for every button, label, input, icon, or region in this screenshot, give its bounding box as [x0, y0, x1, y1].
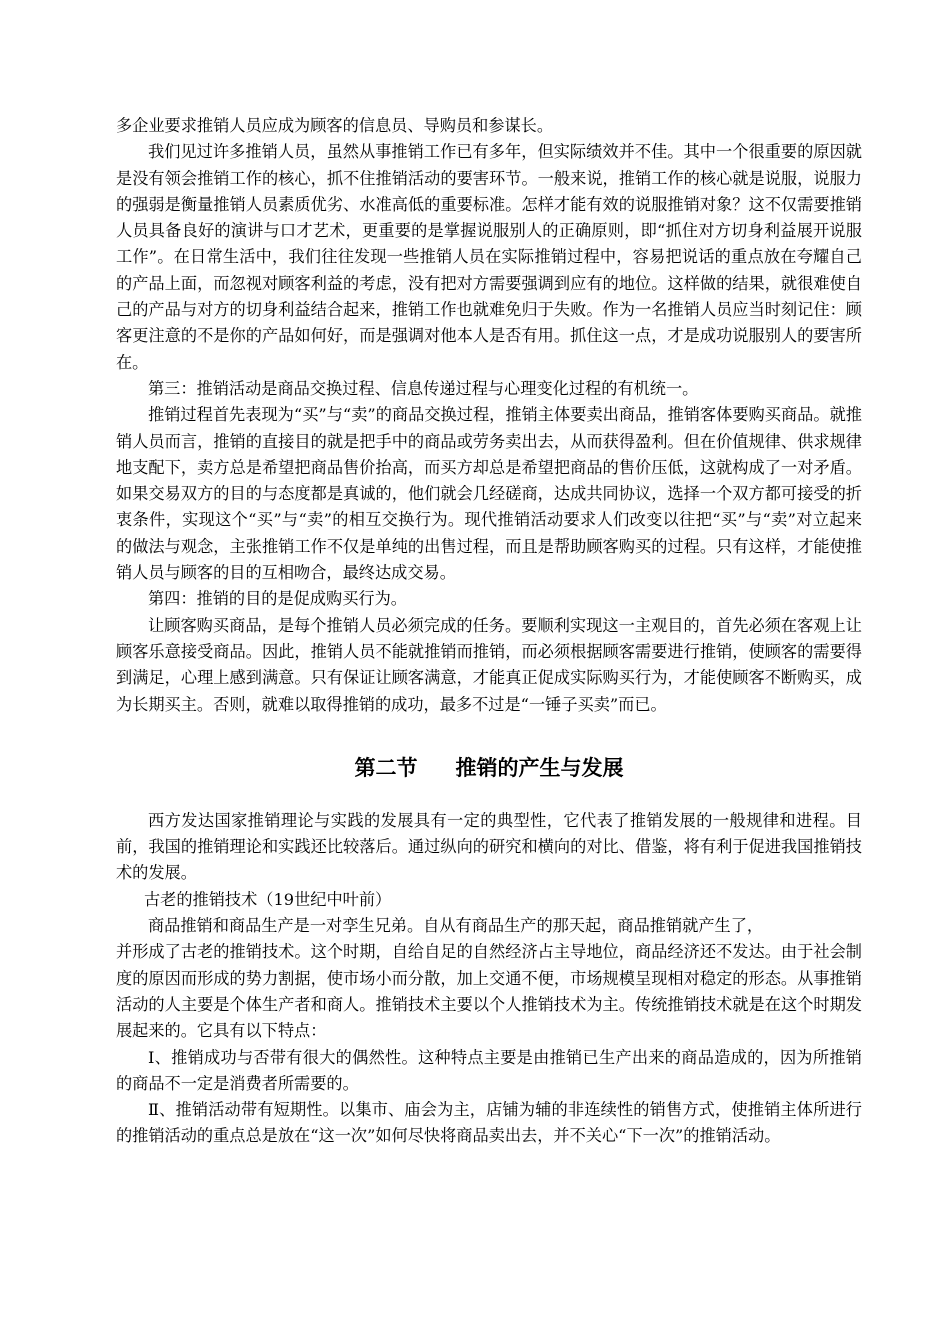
paragraph-exchange-process: 推销过程首先表现为“买”与“卖”的商品交换过程，推销主体要卖出商品，推销客体要购买商品。就推销人员而言，推销的直接目的就是把手中的商品或劳务卖出去，从而获得盈利。但在价值规律、供求规律地支配下，卖方总是希望把商品售价抬高，而买方却总是希望把商品的售价压低，这就构成了一对矛盾。如果交易双方的目的与态度都是真诚的，他们就会几经磋商，达成共同协议，选择一个双方都可接受的折衷条件，实现这个“买”与“卖”的相互交换行为。现代推销活动要求人们改变以往把“买”与“卖”对立起来的做法与观念，主张推销工作不仅是单纯的出售过程，而且是帮助顾客购买的过程。只有这样，才能使推销人员与顾客的目的互相吻合，最终达成交易。	[116, 405, 862, 583]
section-number: 第二节	[354, 755, 418, 780]
paragraph-intro: 西方发达国家推销理论与实践的发展具有一定的典型性，它代表了推销发展的一般规律和进程。目前，我国的推销理论和实践还比较落后。通过纵向的研究和横向的对比、借鉴，将有利于促进我国推销技术的发展。	[116, 810, 862, 883]
point-two: Ⅱ、推销活动带有短期性。以集市、庙会为主，店铺为辅的非连续性的销售方式，使推销主体所进行的推销活动的重点总是放在“这一次”如何尽快将商品卖出去，并不关心“下一次”的推销活动。	[116, 1100, 862, 1146]
section-heading	[116, 753, 862, 783]
point-three-heading: 第三：推销活动是商品交换过程、信息传递过程与心理变化过程的有机统一。	[148, 378, 699, 398]
paragraph-ancient-era: 并形成了古老的推销技术。这个时期，自给自足的自然经济占主导地位，商品经济还不发达。由于社会制度的原因而形成的势力割据，使市场小而分散，加上交通不便，市场规模呈现相对稳定的形态。从事推销活动的人主要是个体生产者和商人。推销技术主要以个人推销技术为主。传统推销技术就是在这个时期发展起来的。它具有以下特点：	[116, 942, 862, 1041]
point-four-heading: 第四：推销的目的是促成购买行为。	[148, 589, 407, 609]
paragraph-continued: 多企业要求推销人员应成为顾客的信息员、导购员和参谋长。	[116, 116, 554, 135]
paragraph-core-persuasion: 我们见过许多推销人员，虽然从事推销工作已有多年，但实际绩效并不佳。其中一个很重要的原因就是没有领会推销工作的核心，抓不住推销活动的要害环节。一般来说，推销工作的核心就是说服，说服力的强弱是衡量推销人员素质优劣、水准高低的重要标准。怎样才能有效的说服推销对象？这不仅需要推销人员具备良好的演讲与口才艺术，更重要的是掌握说服别人的正确原则，即“抓住对方切身利益展开说服工作”。在日常生活中，我们往往发现一些推销人员在实际推销过程中，容易把说话的重点放在夸耀自己的产品上面，而忽视对顾客利益的考虑，没有把对方需要强调到应有的地位。这样做的结果，就很难使自己的产品与对方的切身利益结合起来，推销工作也就难免归于失败。作为一名推销人员应当时刻记住：顾客更注意的不是你的产品如何好，而是强调对他本人是否有用。抓住这一点，才是成功说服别人的要害所在。	[116, 142, 862, 372]
section-title: 推销的产生与发展	[455, 755, 624, 780]
point-one: Ⅰ、推销成功与否带有很大的偶然性。这种特点主要是由推销已生产出来的商品造成的，因为所推销的商品不一定是消费者所需要的。	[116, 1047, 862, 1093]
paragraph-purchase-goal: 让顾客购买商品，是每个推销人员必须完成的任务。要顺利实现这一主观目的，首先必须在客观上让顾客乐意接受商品。因此，推销人员不能就推销而推销，而必须根据顾客需要进行推销，使顾客的需要得到满足，心理上感到满意。只有保证让顾客满意，才能真正促成实际购买行为，才能使顾客不断购买，成为长期买主。否则，就难以取得推销的成功，最多不过是“一锤子买卖”而已。	[116, 615, 862, 714]
subheading-ancient-techniques: 古老的推销技术（19世纪中叶前）	[144, 889, 392, 909]
paragraph-twin-brothers: 商品推销和商品生产是一对孪生兄弟。自从有商品生产的那天起，商品推销就产生了，	[148, 916, 764, 936]
